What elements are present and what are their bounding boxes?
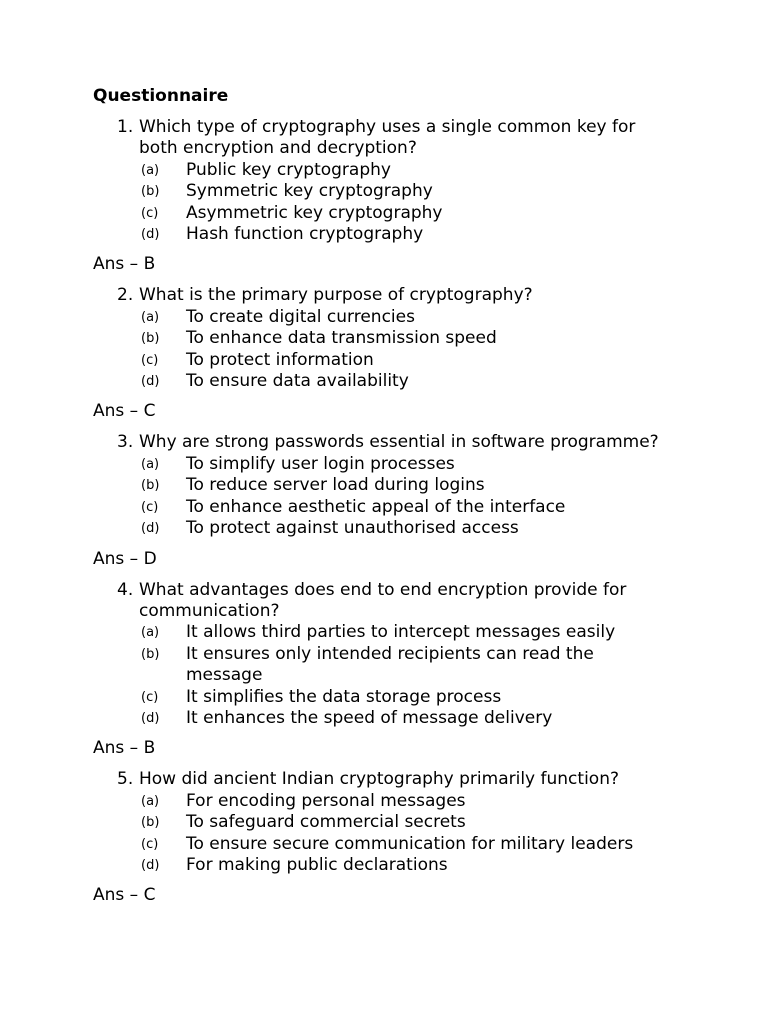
option-text: To ensure secure communication for military leaders [186,833,634,854]
answer-1: Ans – B [93,254,156,275]
option-text: To protect information [186,349,374,370]
option-text: Hash function cryptography [186,224,424,245]
option-list [93,622,768,729]
option-b [93,475,768,496]
option-c [93,203,768,224]
option-c [93,497,768,518]
option-d [93,224,768,245]
option-letter: (c) [141,205,159,221]
question-2 [93,285,768,306]
option-letter: (b) [141,646,160,662]
option-a [93,307,768,328]
option-list [93,160,768,246]
option-b [93,644,768,687]
option-d [93,371,768,392]
option-text: It enhances the speed of message delivery [186,707,553,728]
option-letter: (a) [141,793,160,809]
option-text: It simplifies the data storage process [186,686,502,707]
answer-5: Ans – C [93,885,156,906]
option-text: Asymmetric key cryptography [186,202,443,223]
option-a [93,622,768,643]
answer-3: Ans – D [93,548,157,569]
option-d [93,518,768,539]
option-text: To enhance aesthetic appeal of the interface [186,496,566,517]
answer-4: Ans – B [93,738,156,759]
question-block-2 [93,285,768,422]
option-list [93,454,768,540]
question-text: Which type of cryptography uses a single common key for both encryption and decryption? [139,117,636,159]
option-text: To safeguard commercial secrets [186,812,466,833]
question-number: 4. [117,579,134,600]
option-text: To simplify user login processes [186,453,455,474]
question-3 [93,432,768,453]
option-text: To protect against unauthorised access [186,518,519,539]
option-letter: (a) [141,162,160,178]
option-letter: (a) [141,625,160,641]
option-letter: (b) [141,815,160,831]
question-1 [93,117,768,160]
option-text: To reduce server load during logins [186,475,485,496]
option-letter: (d) [141,374,160,390]
option-a [93,160,768,181]
option-text: For making public declarations [186,854,448,875]
question-5 [93,769,768,790]
option-c [93,687,768,708]
option-letter: (d) [141,521,160,537]
option-letter: (c) [141,499,159,515]
option-text: It ensures only intended recipients can read the message [186,643,594,686]
option-a [93,454,768,475]
question-number: 5. [117,769,134,790]
option-text: To ensure data availability [186,371,409,392]
question-block-3 [93,432,768,569]
option-letter: (b) [141,184,160,200]
option-letter: (c) [141,689,159,705]
option-letter: (d) [141,857,160,873]
option-letter: (c) [141,352,159,368]
option-text: To enhance data transmission speed [186,328,497,349]
option-a [93,791,768,812]
option-text: It allows third parties to intercept messages easily [186,622,616,643]
question-block-1 [93,117,768,275]
question-4 [93,580,768,623]
question-number: 2. [117,285,134,306]
question-text: What advantages does end to end encryption provide for communication? [139,579,627,621]
answer-2: Ans – C [93,401,156,422]
option-letter: (b) [141,331,160,347]
question-block-5 [93,769,768,906]
option-letter: (c) [141,836,159,852]
option-letter: (d) [141,710,160,726]
option-b [93,181,768,202]
option-d [93,855,768,876]
option-c [93,834,768,855]
option-letter: (a) [141,456,160,472]
option-b [93,812,768,833]
question-number: 3. [117,432,134,453]
option-text: Public key cryptography [186,159,391,180]
option-letter: (b) [141,478,160,494]
question-block-4 [93,580,768,760]
page-title: Questionnaire [93,86,229,106]
question-text: Why are strong passwords essential in software programme? [139,432,659,453]
option-text: To create digital currencies [186,306,415,327]
option-letter: (a) [141,309,160,325]
option-list [93,307,768,393]
question-text: What is the primary purpose of cryptography? [139,285,533,306]
option-d [93,708,768,729]
question-number: 1. [117,117,134,137]
option-list [93,791,768,877]
option-text: Symmetric key cryptography [186,181,433,202]
question-text: How did ancient Indian cryptography primarily function? [139,769,619,790]
option-text: For encoding personal messages [186,790,466,811]
option-c [93,350,768,371]
option-letter: (d) [141,227,160,243]
option-b [93,328,768,349]
